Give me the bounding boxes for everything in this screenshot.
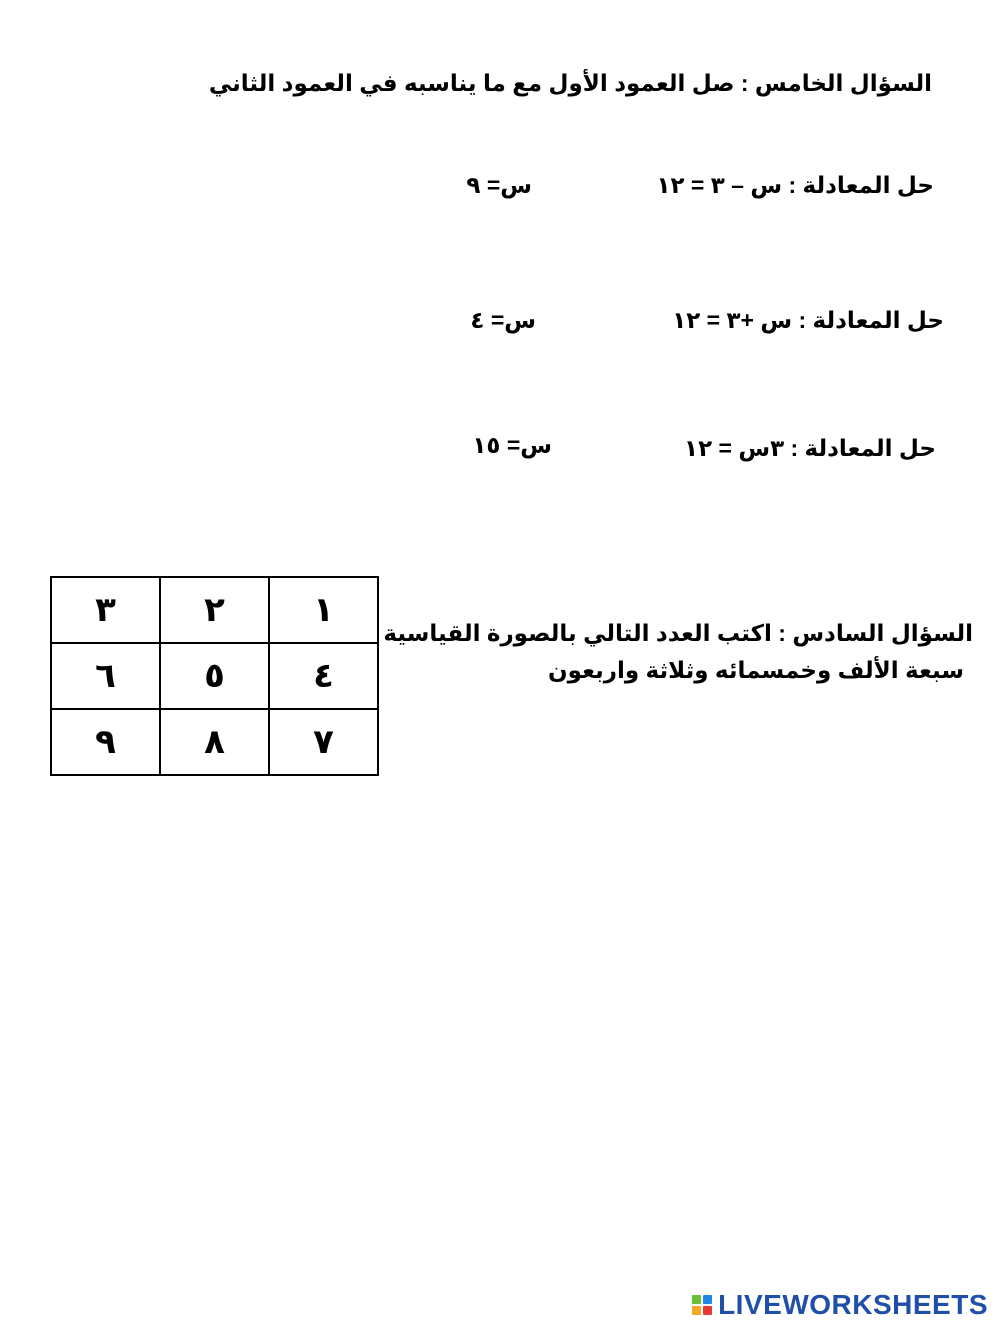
liveworksheets-logo-text: LIVEWORKSHEETS — [718, 1289, 988, 1320]
digit-cell[interactable]: ٩ — [51, 709, 160, 775]
digit-cell[interactable]: ٦ — [51, 643, 160, 709]
equation-answer-1[interactable]: س= ٩ — [466, 172, 532, 198]
digit-cell[interactable]: ١ — [269, 577, 378, 643]
digit-cell[interactable]: ٧ — [269, 709, 378, 775]
equation-answer-3[interactable]: س= ١٥ — [472, 432, 552, 458]
digit-grid-row — [51, 577, 378, 643]
digit-cell[interactable]: ٢ — [160, 577, 269, 643]
equation-2-label: حل المعادلة : س +٣ = ١٢ — [672, 307, 944, 333]
digit-cell[interactable]: ٣ — [51, 577, 160, 643]
question-6-title: السؤال السادس : اكتب العدد التالي بالصورة القياسية — [383, 620, 973, 646]
question-5-title: السؤال الخامس : صل العمود الأول مع ما يناسبه في العمود الثاني — [208, 70, 932, 96]
digit-cell[interactable]: ٨ — [160, 709, 269, 775]
equation-answer-2[interactable]: س= ٤ — [470, 307, 536, 333]
equation-1-label: حل المعادلة : س – ٣ = ١٢ — [656, 172, 934, 198]
digit-cell[interactable]: ٤ — [269, 643, 378, 709]
digit-grid-row — [51, 709, 378, 775]
digit-grid — [50, 576, 379, 776]
question-6-number-words: سبعة الألف وخمسمائه وثلاثة واربعون — [548, 657, 964, 683]
liveworksheets-logo — [692, 1289, 988, 1321]
equation-3-label: حل المعادلة : ٣س = ١٢ — [684, 435, 936, 461]
digit-cell[interactable]: ٥ — [160, 643, 269, 709]
digit-grid-row — [51, 643, 378, 709]
liveworksheets-logo-icon — [692, 1295, 712, 1315]
